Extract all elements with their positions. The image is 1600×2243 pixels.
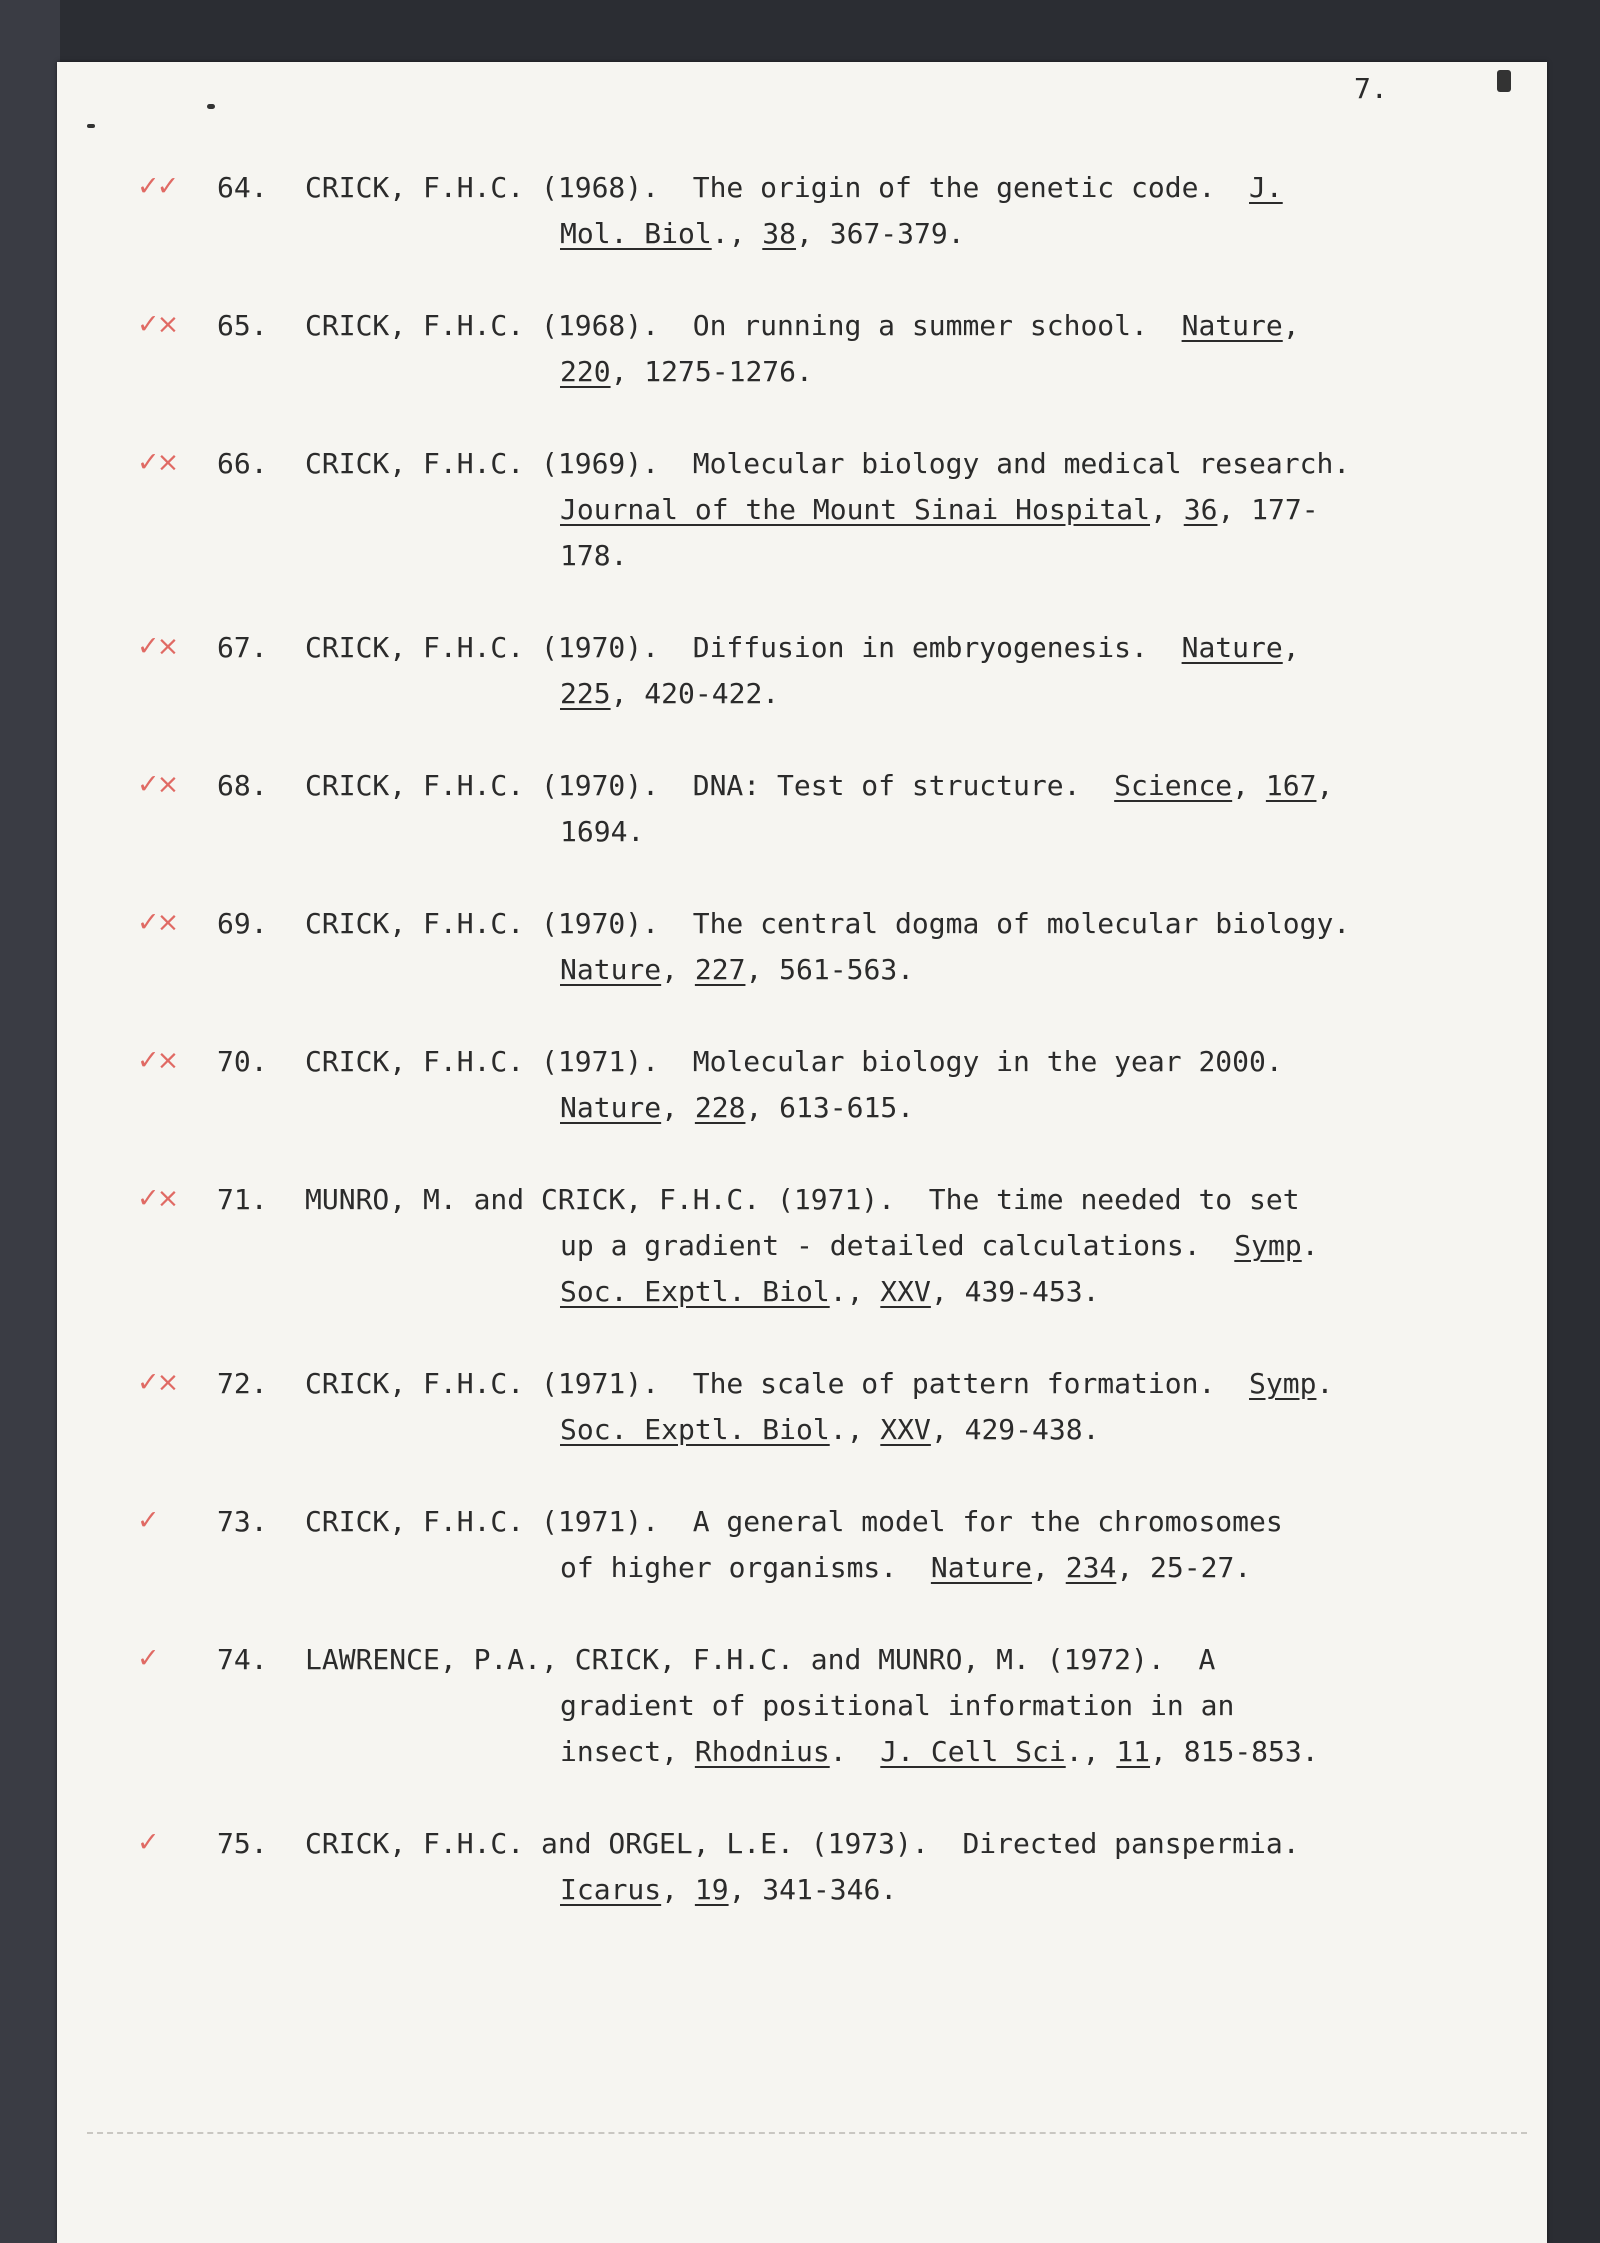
underlined-citation-text: XXV xyxy=(880,1413,931,1446)
checkmark-annotation: ✓× xyxy=(137,631,177,662)
corner-mark xyxy=(87,124,95,128)
checkmark-annotation: ✓ xyxy=(137,1827,157,1858)
underlined-citation-text: Rhodnius xyxy=(694,1735,830,1768)
checkmark-annotation: ✓× xyxy=(137,309,177,340)
reference-first-line: CRICK, F.H.C. (1968). On running a summer school. Nature, xyxy=(305,309,1300,342)
reference-continuation-line: Icarus, 19, 341-346. xyxy=(560,1873,898,1906)
reference-first-line: CRICK, F.H.C. (1971). A general model for the chromosomes xyxy=(305,1505,1283,1538)
underlined-citation-text: Science xyxy=(1114,769,1233,802)
reference-first-line: CRICK, F.H.C. (1969). Molecular biology and medical research. xyxy=(305,447,1351,480)
checkmark-annotation: ✓× xyxy=(137,1045,177,1076)
reference-continuation-line: 1694. xyxy=(560,815,645,848)
reference-continuation-line: Journal of the Mount Sinai Hospital, 36, 177- xyxy=(560,493,1319,526)
checkmark-annotation: ✓× xyxy=(137,1183,177,1214)
reference-first-line: CRICK, F.H.C. (1970). Diffusion in embryogenesis. Nature, xyxy=(305,631,1300,664)
underlined-citation-text: J. Cell Sci xyxy=(880,1735,1066,1768)
checkmark-annotation: ✓ xyxy=(137,1505,157,1536)
document-page xyxy=(57,62,1547,2243)
underlined-citation-text: Soc. Exptl. Biol xyxy=(560,1413,830,1446)
reference-continuation-line: Mol. Biol., 38, 367-379. xyxy=(560,217,965,250)
reference-number: 68. xyxy=(217,769,268,802)
checkmark-annotation: ✓× xyxy=(137,447,177,478)
reference-first-line: CRICK, F.H.C. and ORGEL, L.E. (1973). Directed panspermia. xyxy=(305,1827,1300,1860)
reference-number: 67. xyxy=(217,631,268,664)
underlined-citation-text: Icarus xyxy=(560,1873,662,1906)
underlined-citation-text: 220 xyxy=(560,355,611,388)
underlined-citation-text: Nature xyxy=(560,953,662,986)
underlined-citation-text: Nature xyxy=(1181,631,1283,664)
underlined-citation-text: Nature xyxy=(560,1091,662,1124)
reference-continuation-line: up a gradient - detailed calculations. Symp. xyxy=(560,1229,1319,1262)
reference-continuation-line: 225, 420-422. xyxy=(560,677,780,710)
reference-continuation-line: 178. xyxy=(560,539,628,572)
underlined-citation-text: 225 xyxy=(560,677,611,710)
reference-first-line: CRICK, F.H.C. (1968). The origin of the genetic code. J. xyxy=(305,171,1283,204)
scan-background xyxy=(0,0,60,2243)
reference-number: 75. xyxy=(217,1827,268,1860)
checkmark-annotation: ✓ xyxy=(137,1643,157,1674)
reference-number: 71. xyxy=(217,1183,268,1216)
underlined-citation-text: 38 xyxy=(762,217,797,250)
underlined-citation-text: Journal of the Mount Sinai Hospital xyxy=(560,493,1151,526)
reference-continuation-line: Soc. Exptl. Biol., XXV, 439-453. xyxy=(560,1275,1100,1308)
underlined-citation-text: Mol. Biol xyxy=(560,217,712,250)
underlined-citation-text: Soc. Exptl. Biol xyxy=(560,1275,830,1308)
reference-first-line: MUNRO, M. and CRICK, F.H.C. (1971). The time needed to set xyxy=(305,1183,1300,1216)
underlined-citation-text: XXV xyxy=(880,1275,931,1308)
underlined-citation-text: 234 xyxy=(1065,1551,1117,1584)
reference-first-line: LAWRENCE, P.A., CRICK, F.H.C. and MUNRO, M. (1972). A xyxy=(305,1643,1216,1676)
reference-number: 74. xyxy=(217,1643,268,1676)
page-number: 7. xyxy=(1354,72,1388,105)
underlined-citation-text: 11 xyxy=(1116,1735,1151,1768)
underlined-citation-text: 227 xyxy=(694,953,746,986)
checkmark-annotation: ✓× xyxy=(137,1367,177,1398)
reference-first-line: CRICK, F.H.C. (1970). DNA: Test of structure. Science, 167, xyxy=(305,769,1334,802)
underlined-citation-text: 228 xyxy=(694,1091,746,1124)
reference-number: 70. xyxy=(217,1045,268,1078)
underlined-citation-text: J. xyxy=(1249,171,1283,204)
reference-continuation-line: Nature, 227, 561-563. xyxy=(560,953,915,986)
reference-number: 65. xyxy=(217,309,268,342)
reference-first-line: CRICK, F.H.C. (1970). The central dogma of molecular biology. xyxy=(305,907,1351,940)
reference-first-line: CRICK, F.H.C. (1971). Molecular biology in the year 2000. xyxy=(305,1045,1283,1078)
reference-number: 72. xyxy=(217,1367,268,1400)
underlined-citation-text: Symp xyxy=(1234,1229,1302,1262)
underlined-citation-text: 19 xyxy=(694,1873,729,1906)
reference-continuation-line: 220, 1275-1276. xyxy=(560,355,813,388)
checkmark-annotation: ✓× xyxy=(137,769,177,800)
corner-mark xyxy=(1497,70,1511,92)
reference-continuation-line: of higher organisms. Nature, 234, 25-27. xyxy=(560,1551,1252,1584)
reference-continuation-line: insect, Rhodnius. J. Cell Sci., 11, 815-853. xyxy=(560,1735,1319,1768)
underlined-citation-text: Nature xyxy=(930,1551,1033,1584)
reference-first-line: CRICK, F.H.C. (1971). The scale of pattern formation. Symp. xyxy=(305,1367,1334,1400)
reference-continuation-line: Soc. Exptl. Biol., XXV, 429-438. xyxy=(560,1413,1100,1446)
reference-number: 73. xyxy=(217,1505,268,1538)
underlined-citation-text: Symp xyxy=(1249,1367,1317,1400)
reference-number: 64. xyxy=(217,171,268,204)
page-bottom-rule xyxy=(87,2132,1527,2134)
corner-mark xyxy=(207,104,215,109)
underlined-citation-text: Nature xyxy=(1181,309,1283,342)
underlined-citation-text: 36 xyxy=(1183,493,1218,526)
checkmark-annotation: ✓✓ xyxy=(137,171,177,202)
checkmark-annotation: ✓× xyxy=(137,907,177,938)
reference-continuation-line: gradient of positional information in an xyxy=(560,1689,1235,1722)
reference-number: 69. xyxy=(217,907,268,940)
reference-number: 66. xyxy=(217,447,268,480)
reference-continuation-line: Nature, 228, 613-615. xyxy=(560,1091,915,1124)
underlined-citation-text: 167 xyxy=(1265,769,1317,802)
